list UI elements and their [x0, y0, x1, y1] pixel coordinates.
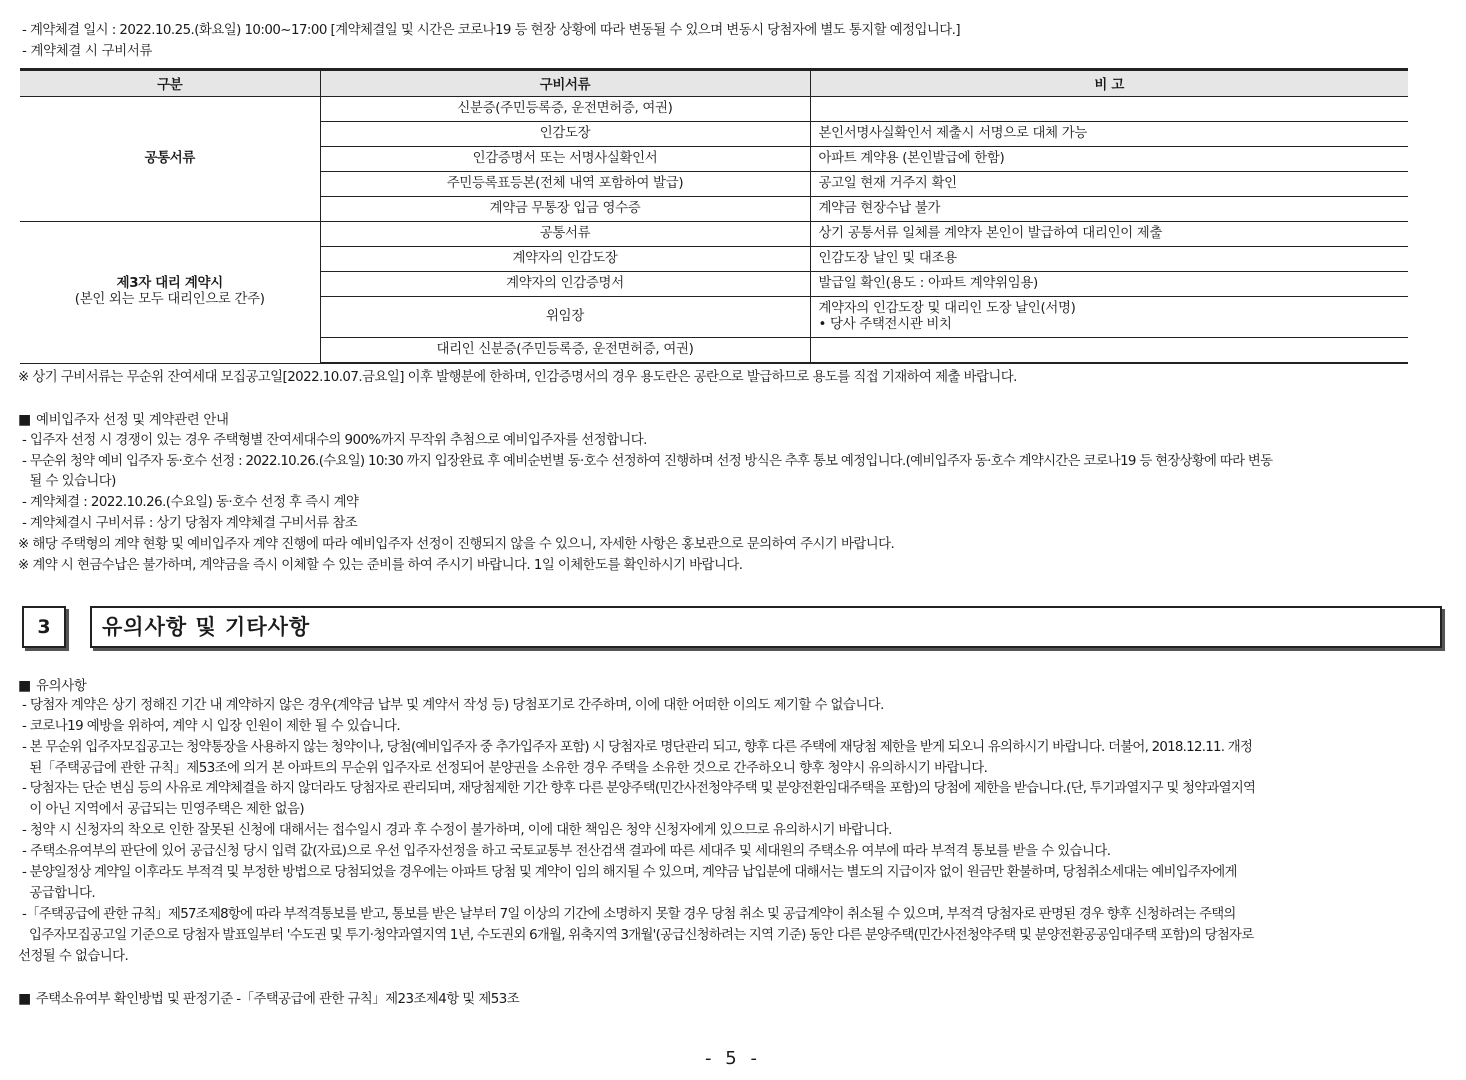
reserve-heading: [18, 411, 229, 430]
remark-cell: [810, 97, 1408, 122]
contract-datetime-line: - 계약체결 일시 : 2022.10.25.(화요일) 10:00~17:00 [계약체결일 및 시간은 코로나19 등 현장 상황에 따라 변동될 수 있으며 변동시 당첨자에 별도 통지할 예정입니다.]: [22, 23, 961, 38]
document-cell: 계약자의 인감증명서: [320, 272, 810, 297]
square-bullet-icon: ■: [18, 412, 31, 428]
caution-line: 된「주택공급에 관한 규칙」제53조에 의거 본 아파트의 무순위 입주자로 선정되어 분양권을 소유한 경우 주택을 소유한 것으로 간주하오니 향후 청약시 유의하시기 바랍니다.: [22, 761, 988, 776]
category-proxy-title: 제3자 대리 계약시: [116, 276, 223, 292]
caution-line: - 당첨자는 단순 변심 등의 사유로 계약체결을 하지 않더라도 당첨자로 관리되며, 재당첨제한 기간 향후 다른 분양주택(민간사전청약주택 및 분양전환임대주택을 포함)의 당첨에 제한을 받습니다.(단, 투기과열지구 및 청약과열지역: [22, 781, 1256, 796]
section-title: 유의사항 및 기타사항: [90, 606, 1442, 648]
ownership-heading: [18, 990, 519, 1009]
reserve-line: - 계약체결 : 2022.10.26.(수요일) 동·호수 선정 후 즉시 계약: [22, 495, 359, 510]
caution-line: - 당첨자 계약은 상기 정해진 기간 내 계약하지 않은 경우(계약금 납부 및 계약서 작성 등) 당첨포기로 간주하며, 이에 대한 어떠한 이의도 제기할 수 없습니다.: [22, 698, 884, 713]
table-row: [20, 97, 1408, 122]
reserve-line: ※ 계약 시 현금수납은 불가하며, 계약금을 즉시 이체할 수 있는 준비를 하여 주시기 바랍니다. 1일 이체한도를 확인하시기 바랍니다.: [18, 558, 743, 573]
section-number: 3: [22, 606, 66, 648]
contract-docs-line: - 계약체결 시 구비서류: [22, 44, 153, 59]
document-cell: 공통서류: [320, 222, 810, 247]
document-cell: 인감도장: [320, 122, 810, 147]
remark-cell: 상기 공통서류 일체를 계약자 본인이 발급하여 대리인이 제출: [810, 222, 1408, 247]
table-row: [20, 222, 1408, 247]
remark-cell: 본인서명사실확인서 제출시 서명으로 대체 가능: [810, 122, 1408, 147]
required-documents-table: [20, 68, 1408, 364]
square-bullet-icon: ■: [18, 678, 31, 694]
remark-line: • 당사 주택전시관 비치: [818, 317, 952, 332]
reserve-line: 될 수 있습니다): [22, 474, 116, 489]
caution-line: 입주자모집공고일 기준으로 당첨자 발표일부터 '수도권 및 투기·청약과열지역 1년, 수도권외 6개월, 위축지역 3개월'(공급신청하려는 지역 기준) 동안 다른 분양주택(민간사전청약주택 및 분양전환공공임대주택 포함)의 당첨자로: [22, 928, 1254, 943]
cautions-heading-text: 유의사항: [35, 679, 87, 694]
document-cell: 주민등록표등본(전체 내역 포함하여 발급): [320, 172, 810, 197]
remark-cell: 발급일 확인(용도 : 아파트 계약위임용): [810, 272, 1408, 297]
reserve-line: - 계약체결시 구비서류 : 상기 당첨자 계약체결 구비서류 참조: [22, 516, 358, 531]
cautions-heading: [18, 677, 86, 696]
table-footnote: ※ 상기 구비서류는 무순위 잔여세대 모집공고일[2022.10.07.금요일] 이후 발행분에 한하며, 인감증명서의 경우 용도란은 공란으로 발급하므로 용도를 직접 기재하여 제출 바랍니다.: [18, 370, 1017, 385]
document-cell: 위임장: [320, 297, 810, 338]
caution-line: - 분양일정상 계약일 이후라도 부적격 및 부정한 방법으로 당첨되었을 경우에는 아파트 당첨 및 계약이 임의 해지될 수 있으며, 계약금 납입분에 대해서는 별도의 지급이자 없이 원금만 환불하며, 당첨취소세대는 예비입주자에게: [22, 865, 1237, 880]
document-cell: 계약금 무통장 입금 영수증: [320, 197, 810, 222]
remark-cell: 아파트 계약용 (본인발급에 한함): [810, 147, 1408, 172]
remark-cell: 공고일 현재 거주지 확인: [810, 172, 1408, 197]
remark-cell: 인감도장 날인 및 대조용: [810, 247, 1408, 272]
ownership-heading-text: 주택소유여부 확인방법 및 판정기준 -「주택공급에 관한 규칙」제23조제4항 및 제53조: [35, 992, 520, 1007]
caution-line: - 청약 시 신청자의 착오로 인한 잘못된 신청에 대해서는 접수일시 경과 후 수정이 불가하며, 이에 대한 책임은 청약 신청자에게 있으므로 유의하시기 바랍니다.: [22, 823, 892, 838]
category-common: 공통서류: [20, 97, 320, 222]
reserve-line: - 무순위 청약 예비 입주자 동·호수 선정 : 2022.10.26.(수요일) 10:30 까지 입장완료 후 예비순번별 동·호수 선정하여 진행하며 선정 방식은 추후 통보 예정입니다.(예비입주자 동·호수 계약시간은 코로나19 등 현장상황에 따라 변동: [22, 454, 1273, 469]
caution-line: 공급합니다.: [22, 886, 96, 901]
header-category: 구분: [20, 70, 320, 97]
caution-line: - 코로나19 예방을 위하여, 계약 시 입장 인원이 제한 될 수 있습니다.: [22, 719, 401, 734]
page-number: - 5 -: [705, 1048, 761, 1069]
remark-cell: 계약금 현장수납 불가: [810, 197, 1408, 222]
reserve-line: - 입주자 선정 시 경쟁이 있는 경우 주택형별 잔여세대수의 900%까지 무작위 추첨으로 예비입주자를 선정합니다.: [22, 433, 647, 448]
document-cell: 대리인 신분증(주민등록증, 운전면허증, 여권): [320, 338, 810, 364]
reserve-heading-text: 예비입주자 선정 및 계약관련 안내: [35, 413, 229, 428]
header-remarks: 비 고: [810, 70, 1408, 97]
document-cell: 신분증(주민등록증, 운전면허증, 여권): [320, 97, 810, 122]
caution-line: - 본 무순위 입주자모집공고는 청약통장을 사용하지 않는 청약이나, 당첨(예비입주자 중 추가입주자 포함) 시 당첨자로 명단관리 되고, 향후 다른 주택에 재당첨 제한을 받게 되오니 유의하시기 바랍니다. 더불어, 2018.12.11. 개정: [22, 740, 1253, 755]
document-cell: 인감증명서 또는 서명사실확인서: [320, 147, 810, 172]
reserve-line: ※ 해당 주택형의 계약 현황 및 예비입주자 계약 진행에 따라 예비입주자 선정이 진행되지 않을 수 있으니, 자세한 사항은 홍보관으로 문의하여 주시기 바랍니다.: [18, 537, 895, 552]
caution-line: 이 아닌 지역에서 공급되는 민영주택은 제한 없음): [22, 802, 305, 817]
caution-line: - 주택소유여부의 판단에 있어 공급신청 당시 입력 값(자료)으로 우선 입주자선정을 하고 국토교통부 전산검색 결과에 따른 세대주 및 세대원의 주택소유 여부에 따라 부적격 통보를 받을 수 있습니다.: [22, 844, 1111, 859]
remark-line: 계약자의 인감도장 및 대리인 도장 날인(서명): [818, 301, 1076, 316]
caution-line: -「주택공급에 관한 규칙」제57조제8항에 따라 부적격통보를 받고, 통보를 받은 날부터 7일 이상의 기간에 소명하지 못할 경우 당첨 취소 및 공급계약이 취소될 수 있으며, 부적격 당첨자로 판명된 경우 향후 신청하려는 주택의: [22, 907, 1236, 922]
category-proxy: [20, 222, 320, 364]
header-documents: 구비서류: [320, 70, 810, 97]
document-cell: 계약자의 인감도장: [320, 247, 810, 272]
remark-cell: [810, 338, 1408, 364]
remark-cell: [810, 297, 1408, 338]
table-header-row: [20, 70, 1408, 97]
caution-line: 선정될 수 없습니다.: [18, 949, 129, 964]
category-proxy-subtitle: (본인 외는 모두 대리인으로 간주): [74, 292, 265, 308]
square-bullet-icon: ■: [18, 991, 31, 1007]
